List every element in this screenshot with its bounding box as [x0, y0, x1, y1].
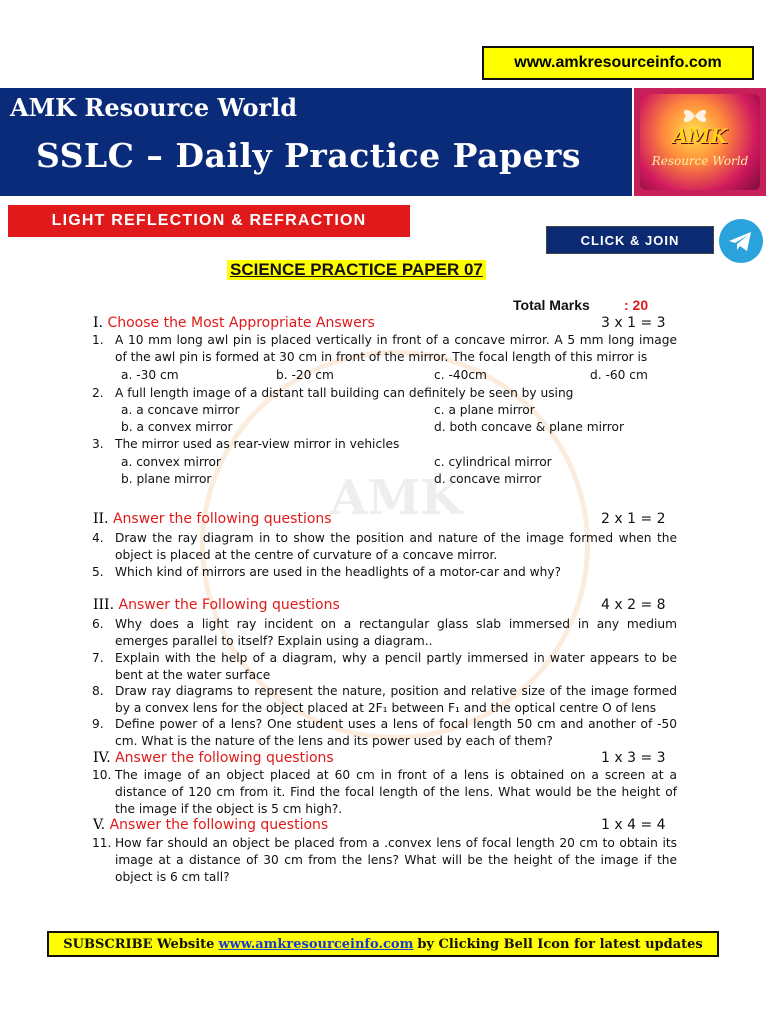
question-number: 8. [92, 684, 104, 698]
section-score: 2 x 1 = 2 [601, 511, 666, 527]
paper-title: SCIENCE PRACTICE PAPER 07 [227, 260, 486, 280]
question [92, 564, 677, 581]
section-title: Answer the following questions [112, 511, 332, 527]
section-number: IV. [93, 750, 111, 766]
option: d. -60 cm [590, 368, 648, 382]
question-number: 4. [92, 531, 104, 545]
question-text: The mirror used as rear-view mirror in vehicles [115, 437, 400, 451]
question-text: A full length image of a distant tall building can definitely be seen by using [115, 386, 574, 400]
telegram-icon[interactable] [719, 219, 763, 263]
amk-logo [634, 88, 766, 196]
option: a. a concave mirror [121, 403, 240, 417]
question-text: Explain with the help of a diagram, why a pencil partly immersed in water appears to be bent at the water surface [115, 651, 677, 682]
section-score: 1 x 3 = 3 [601, 750, 666, 766]
click-join-button[interactable]: CLICK & JOIN [546, 226, 714, 254]
footer-website-link[interactable]: www.amkresourceinfo.com [218, 936, 414, 952]
question-number: 1. [92, 333, 104, 347]
question [92, 650, 677, 684]
butterfly-icon [680, 106, 710, 126]
logo-amk-text: AMK [672, 124, 728, 148]
section-title: Answer the Following questions [118, 597, 340, 613]
page-title: SSLC – Daily Practice Papers [36, 136, 581, 175]
section-score: 4 x 2 = 8 [601, 597, 666, 613]
question-number: 10. [92, 768, 112, 782]
footer-suffix: by Clicking Bell Icon for latest updates [417, 936, 703, 952]
question-number: 3. [92, 437, 104, 451]
topic-banner: LIGHT REFLECTION & REFRACTION [8, 205, 410, 237]
option: a. -30 cm [121, 368, 179, 382]
footer-prefix: SUBSCRIBE Website [63, 936, 215, 952]
question-text: The image of an object placed at 60 cm in front of a lens is obtained on a screen at a distance of 120 cm from it. Find the focal length of the lens. What would be the height of the image if the object is 5 cm high?. [115, 768, 677, 816]
question-number: 6. [92, 617, 104, 631]
section-heading [93, 817, 328, 833]
question [92, 835, 677, 885]
question [92, 616, 677, 650]
question [92, 332, 677, 366]
option: c. -40cm [434, 368, 487, 382]
section-score: 3 x 1 = 3 [601, 315, 666, 331]
question [92, 385, 677, 402]
section-heading [93, 597, 340, 613]
question-number: 5. [92, 565, 104, 579]
option: d. concave mirror [434, 472, 542, 486]
option: c. cylindrical mirror [434, 455, 552, 469]
brand-name: AMK Resource World [10, 93, 298, 122]
question-text: Why does a light ray incident on a rectangular glass slab immersed in any medium emerges parallel to itself? Explain using a diagram.. [115, 617, 677, 648]
question-text: How far should an object be placed from a .convex lens of focal length 20 cm to obtain its image at a distance of 30 cm from the lens? What will be the height of the image if the object is 6 cm tall? [115, 836, 677, 884]
total-marks-label: Total Marks [513, 297, 590, 313]
subscribe-footer [47, 931, 719, 957]
option: d. both concave & plane mirror [434, 420, 625, 434]
question-text: Draw the ray diagram in to show the position and nature of the image formed when the object is placed at the centre of curvature of a concave mirror. [115, 531, 677, 562]
question-text: Define power of a lens? One student uses a lens of focal length 50 cm and another of -50 cm. What is the nature of the lens and its power used by each of them? [115, 717, 677, 748]
website-url-box[interactable]: www.amkresourceinfo.com [482, 46, 754, 80]
section-number: I. [93, 315, 103, 331]
section-heading [93, 750, 334, 766]
question-number: 9. [92, 717, 104, 731]
section-heading [93, 315, 375, 331]
section-number: III. [93, 597, 115, 613]
section-heading [93, 511, 332, 527]
option: b. plane mirror [121, 472, 212, 486]
section-score: 1 x 4 = 4 [601, 817, 666, 833]
question [92, 767, 677, 817]
question-text: A 10 mm long awl pin is placed vertically in front of a concave mirror. A 5 mm long image of the awl pin is formed at 30 cm in front of the mirror. The focal length of this mirror is [115, 333, 677, 364]
watermark-text: AMK [330, 470, 463, 526]
section-number: V. [93, 817, 106, 833]
question [92, 683, 677, 717]
question-text: Which kind of mirrors are used in the headlights of a motor-car and why? [115, 565, 562, 579]
option: b. -20 cm [276, 368, 334, 382]
logo-subtext: Resource World [651, 154, 749, 168]
section-title: Answer the following questions [115, 750, 334, 766]
option: c. a plane mirror [434, 403, 535, 417]
question-text: Draw ray diagrams to represent the nature, position and relative size of the image formed by a convex lens for the object placed at 2F₁ between F₁ and the optical centre O of lens [115, 684, 677, 715]
option: a. convex mirror [121, 455, 221, 469]
total-marks-value: : 20 [624, 297, 649, 313]
option: b. a convex mirror [121, 420, 233, 434]
section-title: Choose the Most Appropriate Answers [107, 315, 375, 331]
question [92, 716, 677, 750]
question [92, 530, 677, 564]
question-number: 2. [92, 386, 104, 400]
section-number: II. [93, 511, 109, 527]
section-title: Answer the following questions [109, 817, 329, 833]
question-number: 11. [92, 836, 112, 850]
question [92, 436, 677, 453]
question-number: 7. [92, 651, 104, 665]
